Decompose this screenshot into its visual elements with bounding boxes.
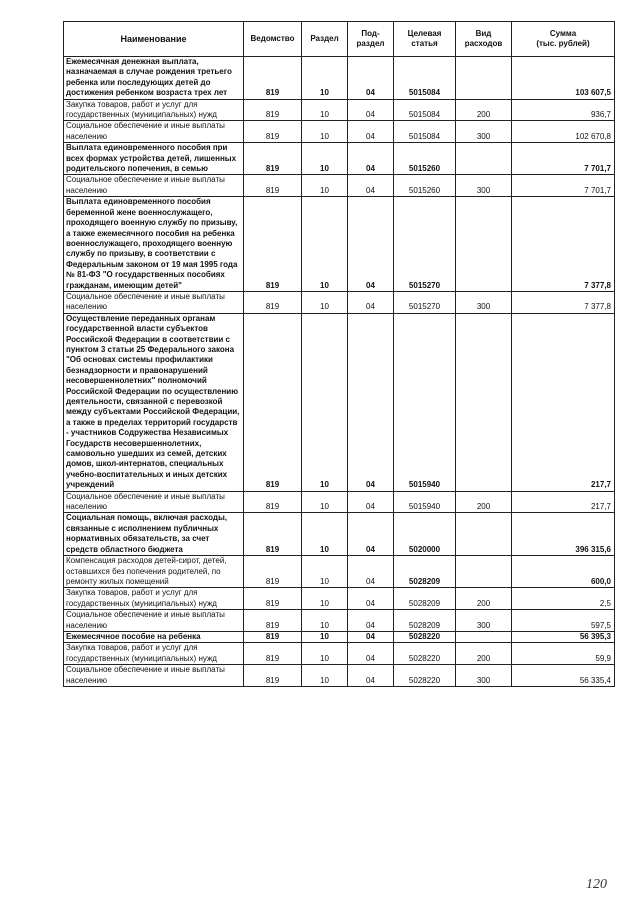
cell-target: 5020000 (394, 513, 456, 556)
cell-subsection: 04 (348, 121, 394, 143)
cell-target: 5028209 (394, 556, 456, 588)
table-row (64, 121, 615, 143)
table-row (64, 57, 615, 100)
cell-exp-type (456, 313, 512, 491)
header-dept: Ведомство (244, 22, 302, 57)
cell-sum: 7 377,8 (512, 291, 615, 313)
cell-target: 5028209 (394, 610, 456, 632)
cell-name: Социальное обеспечение и иные выплаты населению (64, 491, 244, 513)
cell-dept: 819 (244, 99, 302, 121)
cell-exp-type: 300 (456, 291, 512, 313)
page-number: 120 (586, 877, 607, 892)
cell-dept: 819 (244, 175, 302, 197)
cell-name: Выплата единовременного пособия беременной жене военнослужащего, проходящего военную службу по призыву, а также ежемесячного пособия на ребенка военнослужащего, проходящего военную службу по призыву, в соответствии с Федеральным законом от 19 мая 1995 года № 81-ФЗ "О государственных пособиях гражданам, имеющим детей" (64, 197, 244, 292)
cell-dept: 819 (244, 643, 302, 665)
cell-name: Выплата единовременного пособия при всех формах устройства детей, лишенных родительского попечения, в семью (64, 143, 244, 175)
cell-sum: 102 670,8 (512, 121, 615, 143)
cell-sum: 59,9 (512, 643, 615, 665)
cell-name: Закупка товаров, работ и услуг для государственных (муниципальных) нужд (64, 588, 244, 610)
cell-section: 10 (302, 197, 348, 292)
cell-target: 5015084 (394, 121, 456, 143)
cell-target: 5015260 (394, 143, 456, 175)
cell-name: Социальное обеспечение и иные выплаты населению (64, 121, 244, 143)
cell-section: 10 (302, 491, 348, 513)
cell-sum: 600,0 (512, 556, 615, 588)
table-row (64, 643, 615, 665)
cell-exp-type: 300 (456, 665, 512, 687)
header-subsection: Под- раздел (348, 22, 394, 57)
cell-subsection: 04 (348, 291, 394, 313)
cell-target: 5028220 (394, 665, 456, 687)
cell-subsection: 04 (348, 313, 394, 491)
cell-dept: 819 (244, 513, 302, 556)
table-row (64, 665, 615, 687)
table-row (64, 556, 615, 588)
cell-exp-type: 300 (456, 121, 512, 143)
cell-exp-type (456, 513, 512, 556)
cell-exp-type: 200 (456, 588, 512, 610)
cell-subsection: 04 (348, 197, 394, 292)
cell-dept: 819 (244, 588, 302, 610)
cell-dept: 819 (244, 197, 302, 292)
cell-section: 10 (302, 610, 348, 632)
cell-subsection: 04 (348, 57, 394, 100)
cell-exp-type: 200 (456, 643, 512, 665)
cell-name: Ежемесячная денежная выплата, назначаемая в случае рождения третьего ребенка или последующих детей до достижения ребенком возраста трех лет (64, 57, 244, 100)
cell-section: 10 (302, 513, 348, 556)
cell-section: 10 (302, 643, 348, 665)
table-row (64, 491, 615, 513)
cell-exp-type: 300 (456, 610, 512, 632)
cell-target: 5015940 (394, 491, 456, 513)
cell-exp-type (456, 631, 512, 642)
table-row (64, 175, 615, 197)
cell-section: 10 (302, 665, 348, 687)
table-row (64, 143, 615, 175)
cell-name: Осуществление переданных органам государственной власти субъектов Российской Федерации в соответствии с пунктом 3 статьи 25 Федерального закона "Об основах системы профилактики безнадзорности и правонарушений несовершеннолетних" полномочий Российской Федерации по осуществлению деятельности, связанной с перевозкой между субъектами Российской Федерации, а также в пределах территорий государств - участников Содружества Независимых Государств несовершеннолетних, самовольно ушедших из семей, детских домов, школ-интернатов, специальных учебно-воспитательных и иных детских учреждений (64, 313, 244, 491)
cell-name: Социальное обеспечение и иные выплаты населению (64, 610, 244, 632)
cell-sum: 7 701,7 (512, 175, 615, 197)
table-row (64, 197, 615, 292)
cell-dept: 819 (244, 610, 302, 632)
cell-dept: 819 (244, 631, 302, 642)
cell-exp-type (456, 143, 512, 175)
cell-dept: 819 (244, 57, 302, 100)
cell-exp-type: 200 (456, 491, 512, 513)
table-header (64, 22, 615, 57)
cell-subsection: 04 (348, 143, 394, 175)
cell-sum: 103 607,5 (512, 57, 615, 100)
table-row (64, 291, 615, 313)
cell-target: 5015270 (394, 291, 456, 313)
cell-dept: 819 (244, 313, 302, 491)
header-exp-type: Вид расходов (456, 22, 512, 57)
cell-subsection: 04 (348, 631, 394, 642)
table-row (64, 513, 615, 556)
table-body (64, 57, 615, 687)
cell-sum: 597,5 (512, 610, 615, 632)
cell-subsection: 04 (348, 513, 394, 556)
cell-sum: 7 701,7 (512, 143, 615, 175)
cell-section: 10 (302, 57, 348, 100)
header-sum: Сумма (тыс. рублей) (512, 22, 615, 57)
cell-target: 5015270 (394, 197, 456, 292)
cell-target: 5015940 (394, 313, 456, 491)
cell-target: 5015084 (394, 99, 456, 121)
cell-section: 10 (302, 313, 348, 491)
cell-target: 5015084 (394, 57, 456, 100)
cell-section: 10 (302, 556, 348, 588)
cell-dept: 819 (244, 121, 302, 143)
header-target: Целевая статья (394, 22, 456, 57)
cell-dept: 819 (244, 665, 302, 687)
cell-subsection: 04 (348, 99, 394, 121)
cell-target: 5028209 (394, 588, 456, 610)
cell-target: 5028220 (394, 643, 456, 665)
cell-name: Социальное обеспечение и иные выплаты населению (64, 175, 244, 197)
cell-sum: 217,7 (512, 491, 615, 513)
cell-section: 10 (302, 99, 348, 121)
cell-exp-type (456, 57, 512, 100)
cell-subsection: 04 (348, 665, 394, 687)
cell-subsection: 04 (348, 588, 394, 610)
cell-name: Социальное обеспечение и иные выплаты населению (64, 665, 244, 687)
table-row (64, 99, 615, 121)
table-row (64, 610, 615, 632)
cell-exp-type (456, 197, 512, 292)
cell-subsection: 04 (348, 556, 394, 588)
cell-subsection: 04 (348, 610, 394, 632)
header-section: Раздел (302, 22, 348, 57)
cell-sum: 56 335,4 (512, 665, 615, 687)
cell-exp-type: 300 (456, 175, 512, 197)
cell-name: Социальное обеспечение и иные выплаты населению (64, 291, 244, 313)
cell-section: 10 (302, 588, 348, 610)
cell-section: 10 (302, 291, 348, 313)
table-row (64, 588, 615, 610)
cell-sum: 396 315,6 (512, 513, 615, 556)
cell-name: Компенсация расходов детей-сирот, детей, оставшихся без попечения родителей, по ремонту жилых помещений (64, 556, 244, 588)
cell-sum: 2,5 (512, 588, 615, 610)
cell-subsection: 04 (348, 643, 394, 665)
cell-sum: 7 377,8 (512, 197, 615, 292)
table-row (64, 631, 615, 642)
cell-section: 10 (302, 121, 348, 143)
cell-dept: 819 (244, 491, 302, 513)
header-name: Наименование (64, 22, 244, 57)
cell-section: 10 (302, 631, 348, 642)
cell-section: 10 (302, 143, 348, 175)
cell-subsection: 04 (348, 175, 394, 197)
cell-name: Ежемесячное пособие на ребенка (64, 631, 244, 642)
cell-dept: 819 (244, 143, 302, 175)
cell-sum: 217,7 (512, 313, 615, 491)
cell-name: Социальная помощь, включая расходы, связанные с исполнением публичных нормативных обязательств, за счет средств областного бюджета (64, 513, 244, 556)
cell-dept: 819 (244, 556, 302, 588)
cell-dept: 819 (244, 291, 302, 313)
table-row (64, 313, 615, 491)
cell-section: 10 (302, 175, 348, 197)
cell-target: 5015260 (394, 175, 456, 197)
cell-exp-type (456, 556, 512, 588)
cell-subsection: 04 (348, 491, 394, 513)
cell-exp-type: 200 (456, 99, 512, 121)
cell-target: 5028220 (394, 631, 456, 642)
cell-name: Закупка товаров, работ и услуг для государственных (муниципальных) нужд (64, 99, 244, 121)
cell-sum: 56 395,3 (512, 631, 615, 642)
budget-table (63, 21, 615, 687)
cell-name: Закупка товаров, работ и услуг для государственных (муниципальных) нужд (64, 643, 244, 665)
cell-sum: 936,7 (512, 99, 615, 121)
